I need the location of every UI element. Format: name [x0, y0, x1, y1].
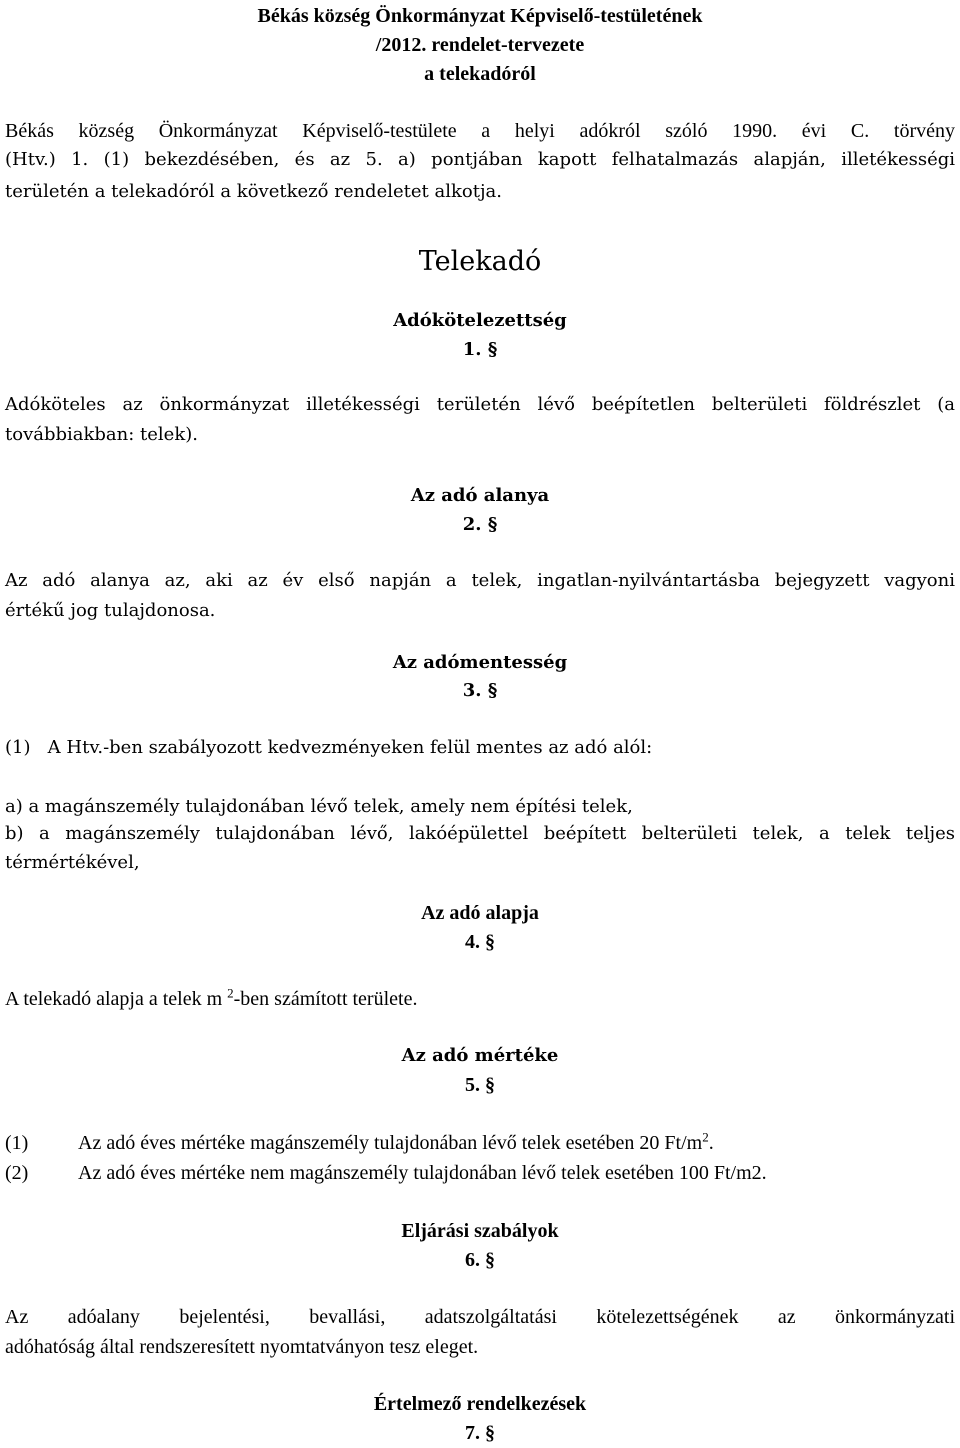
- s2-number: 2. §: [462, 514, 498, 535]
- s6-text-line-2: adóhatóság által rendszeresített nyomtatványon tesz eleget.: [5, 1336, 479, 1358]
- s3-heading: Az adómentesség: [392, 652, 568, 673]
- section-sign-icon: §: [485, 1249, 495, 1271]
- header-line-1: Békás község Önkormányzat Képviselő-testületének: [257, 5, 703, 27]
- s7-heading: Értelmező rendelkezések: [373, 1393, 587, 1415]
- s6-text-line-1: Az adóalany bejelentési, bevallási, adatszolgáltatási kötelezettségének az önkormányzati: [5, 1306, 955, 1328]
- section-sign-icon: §: [487, 514, 498, 535]
- s5-heading: Az adó mértéke: [401, 1045, 559, 1066]
- s2-text-line-2: értékű jog tulajdonosa.: [5, 600, 216, 621]
- header-line-3: a telekadóról: [424, 63, 536, 85]
- s4-number: 4. §: [465, 931, 495, 953]
- s3-item-b-line-2: térmértékével,: [5, 852, 140, 873]
- preamble-line-3: területén a telekadóról a következő rendeletet alkotja.: [5, 181, 502, 202]
- s7-number: 7. §: [465, 1422, 495, 1444]
- s3-item-b-line-1: b) a magánszemély tulajdonában lévő, lakóépülettel beépített belterületi telek, a telek teljes: [5, 823, 955, 844]
- section-sign-icon: §: [487, 680, 498, 701]
- s1-text-line-1: Adóköteles az önkormányzat illetékességi területén lévő beépítetlen belterületi földrészlet (a: [5, 394, 955, 415]
- s1-number: 1. §: [462, 339, 498, 360]
- s4-text: A telekadó alapja a telek m $^2$-ben számított területe.: [5, 985, 418, 1010]
- section-sign-icon: §: [485, 1074, 495, 1096]
- section-sign-icon: §: [485, 1422, 495, 1444]
- s6-number: 6. §: [465, 1249, 495, 1271]
- s5-item-2: (2) Az adó éves mértéke nem magánszemély tulajdonában lévő telek esetében 100 Ft/m2.: [5, 1162, 767, 1184]
- s3-number: 3. §: [462, 680, 498, 701]
- s3-item-a: a) a magánszemély tulajdonában lévő telek, amely nem építési telek,: [5, 796, 633, 817]
- s3-paragraph-1: (1) A Htv.-ben szabályozott kedvezményeken felül mentes az adó alól:: [5, 737, 653, 758]
- s5-number: 5. §: [465, 1074, 495, 1096]
- section-sign-icon: §: [485, 931, 495, 953]
- s1-heading: Adókötelezettség: [393, 310, 567, 331]
- preamble-line-1: Békás község Önkormányzat Képviselő-testülete a helyi adókról szóló 1990. évi C. törvény: [5, 120, 955, 142]
- s1-text-line-2: továbbiakban: telek).: [5, 424, 198, 445]
- s6-heading: Eljárási szabályok: [401, 1220, 559, 1242]
- s2-text-line-1: Az adó alanya az, aki az év első napján a telek, ingatlan-nyilvántartásba bejegyzett vagyoni: [5, 570, 955, 591]
- s4-heading: Az adó alapja: [421, 902, 539, 924]
- s5-item-1: (1) Az adó éves mértéke magánszemély tulajdonában lévő telek esetében 20 $Ft/m^2$.: [5, 1129, 714, 1154]
- s2-heading: Az adó alanya: [410, 485, 550, 506]
- section-sign-icon: §: [487, 339, 498, 360]
- section-title: Telekadó: [418, 246, 542, 277]
- preamble-line-2: (Htv.) 1. (1) bekezdésében, és az 5. a) pontjában kapott felhatalmazás alapján, illetékességi: [5, 149, 955, 170]
- header-line-2: /2012. rendelet-tervezete: [375, 34, 585, 56]
